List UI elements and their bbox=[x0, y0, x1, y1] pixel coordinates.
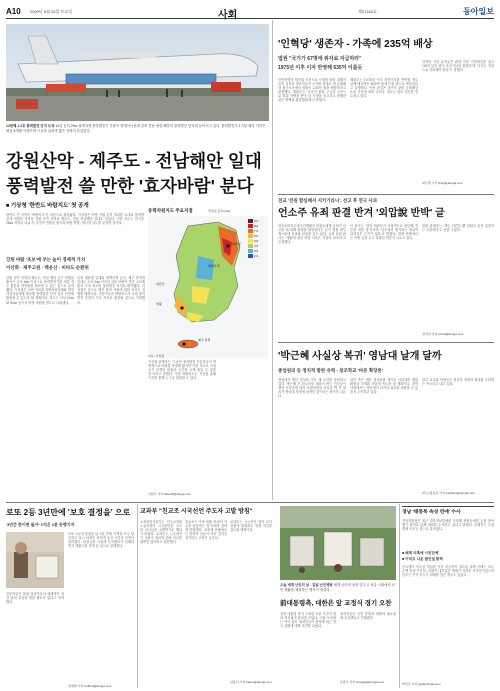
map-spot-4: 영광 bbox=[156, 302, 162, 306]
legend-swatch bbox=[248, 229, 253, 233]
right-byline: 최우열 기자 dnsp@donga.com bbox=[422, 181, 463, 185]
legend-swatch bbox=[248, 249, 253, 253]
bottom-left-headline: 로또 2등 3년만에 '보호 결정을' 으로 bbox=[6, 508, 131, 517]
page-header bbox=[6, 5, 494, 19]
main-subhead-2: 강원 바람 '초보'에 부는 높이 경제적 가치 bbox=[6, 257, 86, 262]
top-photo bbox=[6, 24, 269, 121]
right-body-col-3: 인혁당 사건 유족들은 판결 직후 기자회견을 열고 '30여 년의 한이 조금이나마 풀렸다'며 '국가는 진심으로 사죄해야 한다'고 말했다. bbox=[422, 60, 496, 73]
bottom-mid-body-col-3: 교과부는 시국선언 참여 교사 전원에 대해서도 징계 여부를 검토할 예정이다. bbox=[230, 520, 274, 533]
column-divider-bottom-2 bbox=[399, 504, 400, 688]
legend-swatch bbox=[248, 244, 253, 248]
side-box bbox=[402, 506, 494, 688]
main-byline: 이원주 기자 takeoff@donga.com bbox=[148, 492, 191, 496]
right-deck-2: 1975년 이후 이자 반영해 635억 이를듯 bbox=[278, 65, 363, 71]
main-headline-1: 강원산악 - 제주도 - 전남해안 일대 bbox=[6, 151, 262, 171]
park-deck: 종업원의 등 정치적 발판 유력 - 창조학교 '바른 확장론' bbox=[278, 368, 383, 373]
legend-swatch bbox=[248, 234, 253, 238]
bottom-mid-body-col-2: 전교조는 이에 대해 '표현의 자유를 탄압하는 것'이라며 강하게 반발했다. 교육계 안팎에서는 양측의 갈등이 더욱 깊어질 것이라는 우려가 나온다. bbox=[185, 520, 229, 541]
main-body-col-1: 강원 산악 지역과 제주도, 전남 해안 등은 연평균 풍속이 초속 6m 이상으로 풍력발전기를 세울 경우 충분한 발전량을 확보할 수 있는 것으로 분석됐다. 기상청은 이번 자료를 지방자치단체와 발전 사업자들에게 제공해 풍력발전 단지 입지 선정에 활용할 수 있도록 할 계획이다. 지도는 지상 50m와 80m 높이의 바람 자원을 별도로 나타냈다. bbox=[6, 276, 76, 305]
newspaper-logo: 동아일보 bbox=[463, 6, 494, 16]
bottom-mid-body-col-1: 교육과학기술부는 전국교직원노동조합의 시국선언을 주도한 교사들을 고발하기로 했다고 밝혔다. 교과부는 시국선언이 교원의 정치적 중립 의무를 위반한 것이라고 판단했다. bbox=[140, 520, 184, 545]
bottom-mid-headline: 교과부 "친교조 시국선언 주도자 고발 방침" bbox=[140, 509, 253, 515]
mid-right-body-col-2: 이 판사는 '담당 재판부가 독립적으로 판단해 결론을 내린 것'이라며 '일부에서 제기하는 정치적 압력설은 근거가 없다'고 밝혔다. 법원 안팎에서는 이번 글을 두고 다양한 반응이 나오고 있다. bbox=[350, 224, 420, 241]
legend-label: 6.0 bbox=[254, 233, 259, 238]
main-subhead: ■ 기상청 '한반도 바람지도' 첫 공개 bbox=[6, 203, 89, 209]
map-legend bbox=[248, 218, 266, 258]
side-column-byline: 박진우 기자 pjw@donga.com bbox=[402, 682, 441, 686]
wind-map bbox=[148, 208, 268, 358]
legend-label: 7.0 bbox=[254, 228, 259, 233]
column-divider bbox=[272, 20, 273, 500]
mid-right-byline: 전지성 기자 verite@donga.com bbox=[422, 332, 464, 336]
legend-label: 4.0 bbox=[254, 243, 259, 248]
top-photo-side-caption bbox=[112, 20, 269, 24]
bottom-photo-caption bbox=[280, 582, 396, 594]
bottom-right-byline: 조용우 기자 woogija@donga.com bbox=[340, 680, 385, 684]
bottom-left-body-col-1: 로또 2등에 당첨된 뒤 3년 만에 거액을 모두 탕진하고 다시 어려운 처지에 놓인 시민의 사연이 알려졌다. 당첨금을 사업에 투자했다가 실패하면서 생활고를 겪게 된 것으로 전해졌다. bbox=[68, 532, 136, 549]
park-body-col-3: 일부 교수와 학생들은 정치적 영향력 확대를 우려하는 목소리도 내고 있다. bbox=[422, 378, 494, 387]
main-subhead-3: 이산화 · 제주고원 · 백운산 · 비바도 순환위 bbox=[6, 265, 89, 270]
top-photo-caption-title: 14번째 1·2호 풍력발전 단지 도착 bbox=[6, 124, 55, 128]
bottom-left-body-col-2: 전문가들은 복권 당첨자들이 체계적인 자산 관리 교육을 받을 필요가 있다고 지적했다. bbox=[6, 592, 64, 605]
bottom-right-headline: 前대통령측, 대한은 앞 교정식 경기 오찬 bbox=[280, 600, 392, 607]
mid-right-body-col-1: 언론소비자주권국민캠페인 회원들에게 유죄가 선고된 데 대해 판결을 환영한다는 글이 법원 내부 게시판에 올라와 관심을 끌고 있다. 글을 올린 판사는 '재판에 대한 외압 의혹은 사실과 다르다'고 주장했다. bbox=[278, 224, 348, 245]
right-body-col-2: 재판부는 1975년 이후 지연이자를 반영할 경우 실제 배상액은 635억 원에 이를 것으로 예상된다고 설명했다. 이번 판결은 과거사 관련 손해배상 소송 가운데 최대 규모다. 정부는 항소 여부를 검토하고 있다. bbox=[350, 78, 420, 99]
legend-label: 8.0 bbox=[254, 223, 259, 228]
legend-swatch bbox=[248, 254, 253, 258]
divider-right-1 bbox=[278, 194, 494, 195]
legend-label: 3.0 bbox=[254, 248, 259, 253]
top-photo-caption-body: 14일 높이 20m 날개 3개 풍력발전기 부품이 컨테이너선에 실려 전남 영광 해안의 풍력발전 단지에 들어서고 있다. 풍력발전기 1기당 제작 기간은 평균 6개월 이상이며 시공과 설치에 많은 인력이 투입된다. bbox=[6, 124, 266, 133]
bottom-left-deck: '3년간 한이면 돌아'·1억은 3분 동행기자 bbox=[6, 522, 75, 527]
side-box-body: 경남경찰청은 최근 결혼정보업체를 가장해 회원들에게 돈을 받아 챙긴 혐의로 업체 대표를 수사하고 있다고 밝혔다. 피해자는 수십 명에 이르는 것으로 알려졌다. bbox=[402, 519, 496, 532]
legend-label: 5.0 bbox=[254, 238, 259, 243]
legend-label: 2.0 bbox=[254, 253, 259, 258]
legend-swatch bbox=[248, 239, 253, 243]
right-body-col-1: 인민혁명당 재건위 사건으로 사형을 당한 피해자들의 유족과 생존자들이 국가를 상대로 낸 손해배상 청구소송에서 법원이 235억 원을 배상하라고 판결했다. 재판부는 '국가가 불법 구금과 고문으로 허위 자백을 받아 내 사형을 선고하고 집행한 것은 명백한 위법행위'라고 밝혔다. bbox=[278, 78, 348, 103]
bottom-center-photo bbox=[280, 506, 396, 580]
map-spot-2: 태백산맥 bbox=[208, 264, 220, 268]
bottom-left-photo bbox=[6, 532, 64, 588]
main-body-col-2: 특히 대관령 일대와 태백산맥 능선, 제주 한경면 일대는 초속 8m 이상의 강한 바람이 연중 고르게 불어 국내 최고의 풍력발전 적지로 평가됐다. 기상청은 앞으로 해상 풍력 자원에 대한 조사도 진행할 예정이다. 전문가들은 바람지도가 국내 풍력발전 산업의 기초 자료로 활용될 것으로 기대했다. bbox=[77, 276, 147, 305]
issue-date: 2009년 6월 20일 토요일 bbox=[30, 9, 73, 14]
column-divider-bottom-1 bbox=[137, 504, 138, 688]
section-title: 사회 bbox=[218, 10, 238, 21]
legend-row bbox=[248, 253, 266, 258]
side-box-title: 경남 '태풍복 속성 연애' 수사 bbox=[402, 510, 461, 515]
park-body-col-2: 대학 측은 재단 정상화를 계기로 의과대학 병원 확충과 국제화 사업에 속도를 낼 계획이다. 지역 사회에서는 영남대가 과거의 위상을 되찾을 수 있을지 주목하고 있다. bbox=[350, 378, 420, 395]
map-note: 자료: 기상청 bbox=[148, 354, 165, 358]
legend-label: 9.0 bbox=[254, 218, 259, 223]
bottom-photo-caption-title: 오늘 세계 난민의 날 - 길잃 난민체험 bbox=[280, 583, 333, 587]
legend-swatch bbox=[248, 224, 253, 228]
bottom-mid-byline: 남윤서 기자 baron@donga.com bbox=[230, 680, 272, 684]
page-number: A10 bbox=[6, 7, 21, 16]
legend-swatch bbox=[248, 219, 253, 223]
divider-right-2 bbox=[278, 342, 494, 343]
right-headline: '인혁당' 생존자 - 가족에 235억 배상 bbox=[278, 39, 433, 50]
mid-right-body-col-3: 법원 관계자는 '개인 의견일 뿐 법원의 공식 입장과는 무관하다'고 선을 그었다. bbox=[422, 224, 494, 233]
bottom-left-byline: 김재영 기자 redfoot@donga.com bbox=[68, 684, 112, 688]
bottom-photo-caption-body: 세계 난민의 날을 앞두고 서울 시내에서 난민 생활을 체험하는 행사가 열렸다. bbox=[280, 583, 395, 592]
map-title: 동력자원지도 주요지점 bbox=[148, 208, 193, 213]
park-headline: '박근혜 사실상 복귀' 영남대 날개 달까 bbox=[278, 351, 442, 362]
divider-bottom bbox=[6, 502, 494, 503]
side-box-item-2: ■ 이익도 나온 범인일 밝혀 bbox=[402, 557, 443, 561]
map-spot-1: 대관령 bbox=[232, 242, 241, 246]
park-body-col-1: 영남대가 재단 정상화 이후 새 도약을 준비하고 있다. 박근혜 전 한나라당 대표의 측근 인사들이 재단 이사진에 대거 포함되면서 사실상 박 전 대표가 영남대 경영에 복귀한 것이라는 평가가 나온다. bbox=[278, 378, 348, 399]
main-lead: 한반도 전 지역의 '바람지도'가 처음으로 완성됐다. 기상청은 바람 자원 분석 결과를 토대로 풍력발전에 적합한 지역을 강원 산악 지역과 제주도, 전남 서남해안 일대로 꼽았다. 이번 지도는 전국을 1km 격자로 나눠 각 지점의 연평균 풍속과 바람 방향, 에너지 밀도를 분석한 것이다. bbox=[6, 213, 146, 226]
park-byline: 대구=정용균 기자 cavatina@donga.com bbox=[422, 491, 475, 495]
mid-right-headline: 언소주 유죄 판결 반겨 '외압說 반박' 글 bbox=[278, 208, 445, 219]
issue-number: 제27160호 bbox=[358, 9, 377, 14]
map-spot-5: 새만금 bbox=[156, 282, 165, 286]
map-legend-title: 연평균 풍속(m/s) bbox=[208, 209, 231, 213]
mid-right-tag: 전교 '전원 합심해서 지키기라니', 선고 후 연극 사과 bbox=[278, 198, 378, 203]
bottom-right-body-col-2: 참석자들은 국민 통합과 화합의 필요성에 공감했다고 전해졌다. bbox=[340, 612, 396, 621]
right-deck-1: 법원 "국가가 67명에 위자료 지급하라" bbox=[278, 56, 362, 62]
main-body-col-3: 기상청 관계자는 '그동안 풍력발전 사업자들이 개별적으로 바람을 측정해 왔지만 이번 지도로 사업 초기 단계의 비용과 시간을 크게 줄일 수 있을 것'이라고 말했다. 이번 바람지도는 기상청 홈페이지를 통해 누구나 열람할 수 있다. bbox=[148, 360, 218, 381]
side-column-body: 신고센터 사무실 개설한 이후 지금까지 접수된 피해 사례는 모두 수백 건에 이른다. 피해자 대부분은 생계가 어려운 서민층이었으며 일부는 가족 모두가 피해를 입은 경우도 있었다. bbox=[402, 565, 496, 578]
bottom-right-body-col-1: 전직 대통령 측이 주최한 오찬 모임이 열려 정치권의 관심을 모았다. 이날 모임에는 여야 원로 정치인들이 참석해 최근 정국 상황에 대해 의견을 나눴다. bbox=[280, 612, 336, 629]
top-photo-caption bbox=[6, 123, 269, 139]
side-box-item-1: ■ 배제 의혹에 시민단체 bbox=[402, 551, 439, 555]
main-headline-2: 풍력발전 쓸 만한 '효자바람' 분다 bbox=[6, 176, 254, 196]
map-spot-3: 제주 한경 bbox=[198, 338, 211, 342]
